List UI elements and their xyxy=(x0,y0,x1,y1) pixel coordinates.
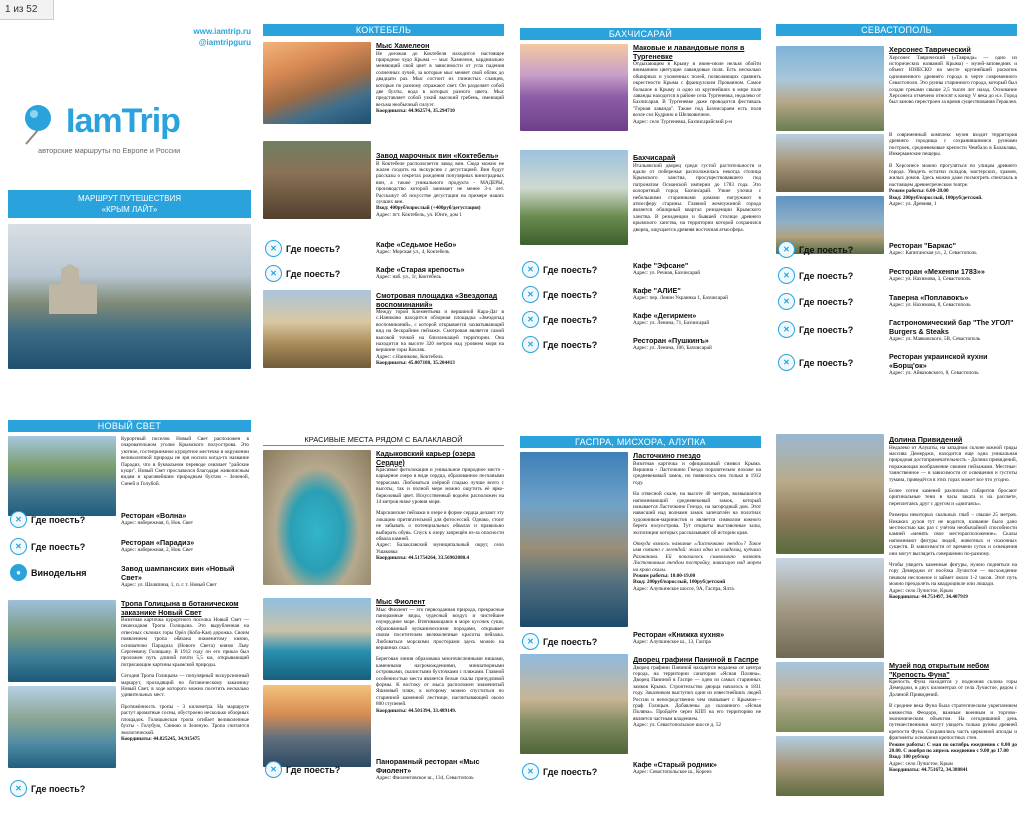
where-to-eat: ✕ Где поесть? xyxy=(10,538,85,555)
address: Адрес: ул. Древняя, 1 xyxy=(889,201,937,208)
cutlery-icon: ✕ xyxy=(778,267,795,284)
bay-photo xyxy=(8,686,116,768)
cafe-item: Кафе «Дегирмен» Адрес: ул. Ленина, 71, Бахчисарай xyxy=(633,311,710,326)
funa-ruins-photo xyxy=(776,736,884,796)
site-link[interactable]: www.iamtrip.ru xyxy=(193,27,251,36)
bakhchisaray-page xyxy=(520,24,761,369)
cutlery-icon: ✕ xyxy=(522,633,539,650)
pin-icon xyxy=(18,102,58,146)
coordinates: Координаты: 44.501394, 33.489149. xyxy=(376,707,457,714)
place-description: Херсонес Таврический («Таврида» — одно из исторических названий Крыма) - музей-заповедник и объект ЮНЕСКО на месте крупнейшей раскопок одноименного древнего города в черте современного Севастополя. Это руины старинного города, который был создан греками свыше 2,5 тысяч лет назад. Основание Херсонеса отмечено относят к концу V века до н.э. Город был заново перестроен за время существования Гераклея. xyxy=(889,54,1018,106)
section-header: НОВЫЙ СВЕТ xyxy=(8,420,251,432)
address: Адрес: Алупкинское шоссе, 9А, Гаспра, Ялта. xyxy=(633,585,735,592)
cutlery-icon: ✕ xyxy=(265,761,282,778)
noviy-svet-photo xyxy=(8,436,116,516)
place-title: Тропа Голицына в ботаническом заказнике Новый Свет xyxy=(121,599,239,617)
cafe-item: Кафе «Старая крепость» Адрес: наб. ул., 1г, Коктебель xyxy=(376,265,465,280)
place-description: Протяжённость тропы - 3 километра. На маршруте растут ароматные сосны, обустроено несколько обзорных площадок. Голицынская тропа огибает великолепные бухты - Голубую, Синюю и Зеленую. Тропа считается экологической. xyxy=(121,703,249,736)
cutlery-icon: ✕ xyxy=(522,336,539,353)
rock-figures-photo xyxy=(776,558,884,658)
cutlery-icon: ✕ xyxy=(265,265,282,282)
golitsyn-trail-photo xyxy=(8,600,116,682)
coordinates: Координаты: 44.751497, 34.407919 xyxy=(889,594,968,601)
place-description: На отвесной скале, на высоте 40 метров, возвышается напоминающий средневековый замок, который называется Ласточкино Гнездо, на загородный дом. Этот нависший над волнами замок запечатлён на полотнах художников-маринистов и является символом южного берега полуострова. Тут открыты выставочные залы, экспозиции которых рассказывают об истории края. xyxy=(633,491,761,536)
cafe-item: Ресторан «Пушкинъ» Адрес: ул. Ленина, 106, Бахчисарай xyxy=(633,336,712,351)
cafe-item: Ресторан «Парадиз» Адрес: набережная, 2, Нов. Свет xyxy=(121,538,195,553)
hours: Режим работы: С мая по октябрь ежедневно с 8.00 до 20.00. С ноября по апрель ежедневно с 9.00 до 17.00 xyxy=(889,741,1017,755)
place-description: Более сотни каменей различных габаритов бросают оригинальные тени в часы заката и на рассвете, переплетаясь друг с другом и «двигаясь». xyxy=(889,487,1017,507)
where-to-eat: ✕ Где поесть? xyxy=(522,633,597,650)
fiolent-sunset-photo xyxy=(263,685,371,767)
address: Адрес: село Лучистое, Крым xyxy=(889,587,953,594)
where-to-eat: ✕ Где поесть? xyxy=(265,265,340,282)
place-description: Визитная карточка и официальный символ Крыма. Вершина - Ласточкино Гнездо поразительно похоже на средневековый замок, но появилось оно только в 1912 году. xyxy=(633,460,761,486)
where-to-eat: ✕ Где поесть? xyxy=(265,240,340,257)
koktebel-page xyxy=(263,24,504,369)
section-header: КОКТЕБЕЛЬ xyxy=(263,24,504,36)
cafe-item: Ресторан украинской кухни «Борщ'ок» Адрес: ул. Айвазовского, 8, Севастополь xyxy=(889,352,988,376)
place-title: Маковые и лавандовые поля в Тургеневке xyxy=(633,43,745,61)
cutlery-icon: ✕ xyxy=(522,311,539,328)
place-description: Размеры некоторых скальных глыб – свыше 25 метров. Никаких духов тут не водится, название было дано местностью как раз с учётом необычайной способности камней «менять свое месторасположение». Скалы напоминают фигуры людей, животных и сказочных существ. В зависимости от времени суток и освещения они могут выглядеть совершенно по-разному. xyxy=(889,512,1017,557)
place-title: Херсонес Таврический xyxy=(889,45,971,54)
place-title: Музей под открытым небом "Крепость Фуна" xyxy=(889,661,990,679)
khans-palace-photo xyxy=(520,150,628,245)
where-to-eat: ✕ Где поесть? xyxy=(778,321,853,338)
where-to-eat: ✕ Где поесть? xyxy=(522,336,597,353)
cafe-item: Кафе "АЛИЕ" Адрес: пер. Ленин Украинка 1, Бахчисарай xyxy=(633,286,728,301)
place-description: Курортный поселок Новый Свет расположен в очаровательном уголке Крымского полуострова. Это уютное, гостеприимное курортное местечко в окружении великолепной природы не зря носило когда-то название Парадиз, что в буквальном переводе означает "райские кущи". Новый Свет прославился благодаря живописным видам и красивейшим природным бухтам – Зеленой, Синей и Голубой. xyxy=(121,436,249,487)
coordinates: Координаты: 44.751672, 34.388841 xyxy=(889,767,968,774)
route-title: МАРШРУТ ПУТЕШЕСТВИЯ «КРЫМ ЛАЙТ» xyxy=(8,190,251,218)
cutlery-icon: ✕ xyxy=(778,354,795,371)
price: Вход: 100 руб/взр xyxy=(889,754,930,761)
place-title: Дворец графини Паниной в Гаспре xyxy=(633,655,759,664)
place-description: Между горой Клементьева и вершиной Кара-Даг в с.Наниково находится обзорная площадка «Звездопад воспоминаний», с которой открывается захватывающий вид на бескрайние пейзажи. Смотровая является самой высокой точкой на близлежащей территории. Она находится на высоте 320 метров над уровнем моря на вершине горы Кокляк. xyxy=(376,309,504,354)
cafe-item: Ресторан «Волна» Адрес: набережная, 6, Нов. Свет xyxy=(121,511,193,526)
section-header: ГАСПРА, МИСХОРА, АЛУПКА xyxy=(520,436,761,448)
where-to-eat: ✕ Где поесть? xyxy=(778,267,853,284)
address: Адрес: пгт. Коктебель, ул. Юнге, дом 1 xyxy=(376,211,462,218)
cutlery-icon: ✕ xyxy=(265,240,282,257)
viewpoint-photo xyxy=(263,290,371,368)
cafe-item: Кафе "Эфсане" Адрес: ул. Речная, Бахчисарай xyxy=(633,261,700,276)
place-description: Сегодня Тропа Голицына — популярный экскурсионный маршрут, проходящий по ботаническому заказнику Новый Свет, в ходе которого можно посетить несколько удивительных мест. xyxy=(121,673,249,699)
gaspra-page xyxy=(520,420,761,815)
where-to-eat: ✕ Где поесть? xyxy=(778,293,853,310)
price: Вход: 400руб/взрослый (+400руб/дегустация) xyxy=(376,205,481,212)
place-description: Марсианские пейзажи в озере в форме сердца делают эту локацию притягательной для фотосессий. Однако, стоит не забывать о потенциальных обвалах и правильно выбирать обувь. Спуск к озеру запрещён из-за опасности обвала камней. xyxy=(376,510,504,543)
where-to-eat: ✕ Где поесть? xyxy=(778,354,853,371)
fiolent-photo xyxy=(263,598,371,680)
noviy-svet-page xyxy=(8,420,251,815)
place-title: Мыс Фиолент xyxy=(376,597,426,606)
place-description: В современный комплекс музея входит территория древнего городища с сохранившимися руинами построек, средневековые крепости Чембало в Балаклава, Инкерманские пещеры. xyxy=(889,132,1017,158)
price: Вход: 200руб/взрослый, 100руб/детский. xyxy=(889,194,983,201)
place-description: Береговая линия образована многочисленными нишами, каменными нагромождениями, миниатюрными островками, скалистыми бухточками с пляжами. Главной особенностью места является белые скалы причудливой формы. К востоку от мыса расположен знаменитый Яшмовый пляж, к которому можно спуститься по старинной каменной лестнице, насчитывающей около 800 ступеней. xyxy=(376,656,504,708)
cafe-item: Ресторан «Мехенпи 1783»» Адрес: ул. Нахимова, 3, Севастополь xyxy=(889,267,985,282)
place-description: Не доезжая до Коктебеля находится настоящее природное чудо Крыма — мыс Хамелеон, кардинально меняющий свой цвет в зависимости от угла падения солнечных лучей, за которые мыс меняет свой облик до двадцати раз. Мыс состоит из глинистых сланцев, которые по разному отражают свет. Он разделяет собой две бухты, вода в которых разного цвета. Мыс представляет собой узкий высокий гребень, имеющий весьма необычный силуэт. xyxy=(376,50,504,108)
place-title: Смотровая площадка «Звездопад воспоминаний» xyxy=(376,291,498,309)
ghost-valley-page xyxy=(776,420,1017,815)
place-description: Итальянский дворец среди густой растительности и вдали от побережья расположилась некогда столица Крымского ханства, просуществовавшего под патронатом Османской империи до 1783 года. Это колоритный город Бахчисарай. Узкие улочки с небольшими старинными домами погружают в атмосферу старины. Главной жемчужиной города является обширный квартал резиденции Крымского ханства. В резиденции и бывшей столице древнего крымского ханства, на территории которой сохранился дворец, ощущается древняя восточная атмосфера. xyxy=(633,162,761,233)
hours: Режим работы: 6.00-20.00 xyxy=(889,188,949,195)
place-description: В Коктебеле располагается завод вин. Сюда можно не жалея сходить на экскурсию с дегустацией. Вин будут рассказы о секретах рождения популярных виноградных вин, а также уникального продукта - МАДЕРЫ, производство которой занимает не менее 3-х лет. Расскажут об искусстве дегустации на примере наших лучших вин. xyxy=(376,160,504,205)
price: Вход: 200руб/взрослый, 100руб/детский xyxy=(633,579,726,586)
cutlery-icon: ✕ xyxy=(778,321,795,338)
place-description: Красивые фотолокация и уникальное природное место - карьерное озеро в виде сердца, образованное песчаными террасами. Любоваться озёрной гладью лучше всего с высоты, так и полной мере можно ощутить её ярко-бирюзовый цвет. Искусственный водоём расположен на 14 метров ниже уровня моря. xyxy=(376,467,504,506)
section-header: КРАСИВЫЕ МЕСТА РЯДОМ С БАЛАКЛАВОЙ xyxy=(263,435,504,446)
cafe-item: Кафе «Старый родник» Адрес: Севастопольское ш., Кореиз xyxy=(633,760,717,775)
chameleon-cape-photo xyxy=(263,42,371,124)
cutlery-icon: ✕ xyxy=(522,763,539,780)
place-title: Кадыковский карьер (озера Сердце) xyxy=(376,449,476,467)
cutlery-icon: ✕ xyxy=(778,241,795,258)
coordinates: Координаты: 44.962574, 35.294710 xyxy=(376,108,455,115)
where-to-eat: ✕ Где поесть? xyxy=(10,511,85,528)
place-description: Недалеко от Алушты, на западном склоне южной гряды массива Демерджи, находится еще одна уникальная природная достопримечательность - Долина привидений, поражающая воображение своими пейзажами. Местные: таинственное — в зависимости от освещения и густоты тумана, приведётся в этих горах может все что угодно. xyxy=(889,444,1017,483)
cutlery-icon: ✕ xyxy=(522,286,539,303)
winery-photo xyxy=(263,141,371,219)
place-title: Завод марочных вин «Коктебель» xyxy=(376,151,499,160)
where-to-eat: ✕ Где поесть? xyxy=(522,763,597,780)
place-description: В Херсонесе можно прогуляться по улицам древнего города. Увидеть остатки складов, мастерских, храмов, жилых домов. Здесь можно даже посмотреть спектакль в настоящем древнегреческом театре. xyxy=(889,162,1017,188)
cafe-item: Кафе «Седьмое Небо» Адрес: Морская ул., 4, Коктебель xyxy=(376,240,457,255)
where-to-eat: ✕ Где поесть? xyxy=(265,761,340,778)
ruins-photo xyxy=(776,134,884,192)
ghost-valley-photo xyxy=(776,434,884,554)
panina-palace-photo xyxy=(520,654,628,754)
heart-lake-photo xyxy=(263,450,371,585)
cafe-item: Гастрономический бар "The УГОЛ" Burgers & Steaks Адрес: ул. Маяковского, 5В, Севастополь xyxy=(889,318,1014,342)
place-title: Ласточкино гнездо xyxy=(633,451,701,460)
place-description: Крепость Фуна находится у подножия склона горы Демерджи, в двух километрах от села Лучистое, рядом с Долиной Привидений. xyxy=(889,679,1017,698)
cutlery-icon: ✕ xyxy=(522,261,539,278)
cutlery-icon: ✕ xyxy=(778,293,795,310)
page-counter: 1 из 52 xyxy=(0,0,54,20)
sevastopol-page xyxy=(776,24,1018,376)
logo-text: IamTrip xyxy=(66,102,180,140)
section-header: БАХЧИСАРАЙ xyxy=(520,28,761,40)
instagram-link[interactable]: @iamtripguru xyxy=(198,38,251,47)
section-header: СЕВАСТОПОЛЬ xyxy=(776,24,1017,36)
winery-label: ● Винодельня xyxy=(10,564,87,581)
address: Адрес: Балаклавский муниципальный округ, село Ушаковка xyxy=(376,542,504,555)
place-description: Отдыхающим в Крыму в июне-июле нельзя обойти вниманием цветущие лавандовые поля. Есть несколько обширных и ухоженных полей, позволяющих сравнить окрестности Крыма с французским Прованном. Самое большое в Крыму и одно из крупнейших в мире поле лаванды находится в районе села Тургеневка, недалеко от Бахчисарая. В Тургеневке даже проводится фестиваль "Горная лаванда". Также под Бахчисараем есть поля возле сел Кудрино и Шелковичное. xyxy=(633,61,761,119)
lavender-field-photo xyxy=(520,44,628,131)
cafe-item: Завод шампанских вин «Новый Свет» Адрес: ул. Шаляпина, 1, п. г. т. Новый Свет xyxy=(121,564,235,588)
coordinates: Координаты: 44.825245, 34.915475 xyxy=(121,735,200,742)
cafe-item: Ресторан «Книжка кухня» Адрес: Алупкинское ш., 13, Гаспра xyxy=(633,630,725,645)
place-description: Откуда взялось название «Ласточкино гнездо»? Такое имя связано с легендой: жила одна из владелиц, купчиха Рахманина. Ей показалось символично назвать Ласточкиным гнездом постройку, нависшую над морем на краю скалы. xyxy=(633,540,761,573)
where-to-eat: ✕ Где поесть? xyxy=(10,780,85,797)
cafe-item: Панорамный ресторан «Мыс Фиолент» Адрес: Фиолентовское ш., 134, Севастополь xyxy=(376,757,480,781)
where-to-eat: ✕ Где поесть? xyxy=(522,261,597,278)
coordinates: Координаты: 44.51754264, 33.56902080.4 xyxy=(376,555,470,562)
cutlery-icon: ✕ xyxy=(10,538,27,555)
swallows-nest-photo xyxy=(520,452,628,627)
coordinates: Координаты: 45.007180, 35.204413 xyxy=(376,360,455,367)
cafe-item: Таверна «Поплавокъ» Адрес: ул. Нахимова, 8, Севастополь xyxy=(889,293,971,308)
address: Адрес: ул. Севастопольское шоссе д. 52 xyxy=(633,722,722,729)
grape-icon: ● xyxy=(10,564,27,581)
where-to-eat: ✕ Где поесть? xyxy=(778,241,853,258)
hours: Режим работы: 10.00-19.00 xyxy=(633,573,696,579)
cutlery-icon: ✕ xyxy=(10,780,27,797)
place-description: Визитная карточка курортного поселка Новый Свет — пешеходная Тропа Голицына. Это вырубленная на отвесных склонах горы Орёл (Коба-Кая) дорожка. Своим появлением тропа обязана знаменитому князю, основателю Парадиза (Нового Света) князю Льву Сергеевичу Голицыну. В 1912 году он его приказ был проложен путь длиной почти 5,5 км, открывающий потрясающие картины крымской природы. xyxy=(121,617,249,668)
cutlery-icon: ✕ xyxy=(10,511,27,528)
swallows-nest-photo xyxy=(8,224,251,369)
balaklava-page xyxy=(263,420,504,815)
where-to-eat: ✕ Где поесть? xyxy=(522,286,597,303)
chersonesus-photo xyxy=(776,46,884,131)
tagline: авторские маршруты по Европе и России xyxy=(38,146,181,155)
place-title: Мыс Хамелеон xyxy=(376,41,430,50)
place-description: Дворец графини Паниной находится недалеко от центра города, на территории санатория «Ясная Поляна». Дворец Паниной в Гаспре — одно из самых старинных замков Крыма. Строительство дворца началось в 1831 году. Заказчиком выступил один из известнейших людей России и непосредственно чем связывает с Крымом— граф Голицын. Добавлены до сказанного «Ясная Поляна». Пройдёте через КПП на его территорию не является частным владением. xyxy=(633,664,761,722)
address: Адрес: село Лучистое, Крым xyxy=(889,760,953,767)
funa-fortress-photo xyxy=(776,662,884,732)
cafe-item: Ресторан "Баркас" Адрес: Капитанская ул., 2, Севастополь xyxy=(889,241,977,256)
address: Адрес: с.Наниково, Коктебель xyxy=(376,353,443,360)
place-description: Чтобы увидеть каменные фигуры, нужно подняться на гору Демерджи от посёлка Лучистое — восхождение пешком несложное и займет около 1-2 часов. Этот путь можно преодолеть на квадроцикле или лошади. xyxy=(889,562,1017,588)
place-description: Мыс Фиолент — это первозданная природа, прекрасные панорамные виды, чудесный воздух и чистейшее изумрудное море. Втягивающаяся в море кусочек суши, образованный вулканическими породами, открывает своим посетителям великолепные красоты пейзажа. Любоваться морскими просторами здесь можно на вершинах скал. xyxy=(376,606,504,651)
address: Адрес: село Тургеневка, Бахчисарайский р-н xyxy=(633,118,733,125)
place-title: Долина Привидений xyxy=(889,435,963,444)
cover-page xyxy=(8,24,251,369)
where-to-eat: ✕ Где поесть? xyxy=(522,311,597,328)
place-title: Бахчисарай xyxy=(633,153,676,162)
place-description: В средние века Фуна была стратегическим укреплением княжества Феодоро, важным военным и торгово-экономическим объектом. На сегодняшний день путешественники могут увидеть только руины древней крепости Фуна. Сохранились часть церковной апсиды и фрагменты основания крепостных стен. xyxy=(889,703,1017,742)
